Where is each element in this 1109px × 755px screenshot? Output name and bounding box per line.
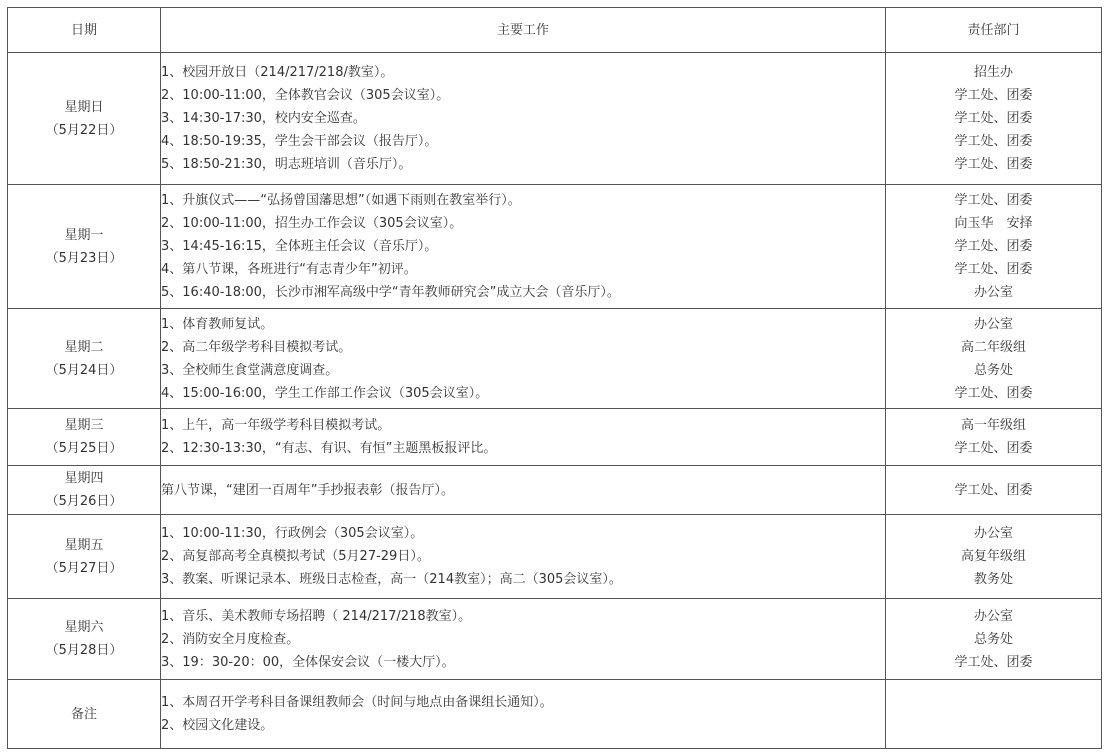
work-cell [161, 409, 886, 466]
work-item: 3、19：30-20：00，全体保安会议（一楼大厅）。 [161, 654, 455, 670]
date-cell [8, 185, 161, 309]
work-item: 2、校园文化建设。 [161, 718, 274, 733]
schedule-row [8, 309, 1102, 409]
dept-item: 学工处、团委 [954, 134, 1033, 149]
work-cell [161, 515, 886, 599]
work-cell [161, 599, 886, 680]
dept-item: 办公室 [973, 285, 1013, 300]
date-cell [8, 515, 161, 599]
work-item: 3、全校师生食堂满意度调查。 [161, 362, 339, 378]
schedule-row [8, 515, 1102, 599]
date-cell [8, 599, 161, 680]
dept-item: 教务处 [973, 572, 1013, 587]
dept-item: 招生办 [973, 65, 1013, 80]
work-item: 3、教案、听课记录本、班级日志检查，高一（214教室）；高二（305会议室）。 [161, 572, 622, 587]
work-item: 2、12:30-13:30，“有志、有识、有恒”主题黑板报评比。 [161, 441, 497, 456]
dept-item: 总务处 [973, 631, 1013, 647]
day-label: 星期四 [64, 471, 104, 486]
schedule-row [8, 409, 1102, 466]
work-item: 第八节课，“建团一百周年”手抄报表彰（报告厅）。 [161, 482, 454, 498]
dept-cell [886, 599, 1102, 680]
day-label: 备注 [70, 706, 97, 722]
work-item: 2、10:00-11:00，招生办工作会议（305会议室）。 [161, 216, 463, 231]
work-item: 1、体育教师复试。 [161, 316, 274, 332]
dept-item: 总务处 [973, 362, 1013, 378]
dept-item: 高一年级组 [960, 418, 1026, 433]
day-label: 星期六 [64, 620, 104, 635]
work-item: 4、18:50-19:35，学生会干部会议（报告厅）。 [161, 134, 438, 149]
dept-cell [886, 515, 1102, 599]
dept-cell [886, 680, 1102, 749]
date-cell [8, 309, 161, 409]
date-label: （5月24日） [45, 362, 123, 378]
dept-item: 学工处、团委 [954, 239, 1033, 254]
work-item: 1、本周召开学考科目备课组教师会（时间与地点由备课组长通知）。 [161, 695, 553, 710]
dept-item: 办公室 [973, 526, 1013, 541]
dept-item: 学工处、团委 [954, 157, 1033, 172]
dept-item: 学工处、团委 [954, 654, 1033, 670]
work-item: 1、上午，高一年级学考科目模拟考试。 [161, 418, 391, 433]
day-label: 星期五 [64, 537, 104, 553]
day-label: 星期一 [64, 227, 104, 243]
work-item: 1、音乐、美术教师专场招聘（ 214/217/218教室）。 [161, 608, 472, 624]
date-label: （5月22日） [45, 122, 123, 138]
dept-item: 向玉华 安择 [954, 216, 1033, 231]
work-item: 2、高复部高考全真模拟考试（5月27-29日）。 [161, 549, 430, 564]
header-dept: 责任部门 [886, 8, 1102, 53]
work-cell [161, 53, 886, 185]
date-label: （5月23日） [45, 250, 123, 266]
work-cell [161, 466, 886, 515]
work-item: 2、高二年级学考科目模拟考试。 [161, 339, 352, 355]
header-work: 主要工作 [161, 8, 886, 53]
date-label: （5月28日） [45, 643, 123, 658]
header-date: 日期 [8, 8, 161, 53]
dept-cell [886, 53, 1102, 185]
dept-cell [886, 409, 1102, 466]
dept-cell [886, 466, 1102, 515]
work-item: 2、消防安全月度检查。 [161, 631, 300, 647]
work-item: 4、第八节课，各班进行“有志青少年”初评。 [161, 262, 417, 277]
date-label: （5月26日） [45, 494, 123, 509]
dept-item: 办公室 [973, 608, 1013, 624]
work-item: 2、10:00-11:00，全体教官会议（305会议室）。 [161, 88, 450, 103]
date-cell [8, 409, 161, 466]
work-item: 5、18:50-21:30，明志班培训（音乐厅）。 [161, 157, 412, 172]
dept-item: 学工处、团委 [954, 441, 1033, 456]
date-cell [8, 466, 161, 515]
header-row [8, 8, 1102, 53]
dept-item: 学工处、团委 [954, 193, 1033, 208]
schedule-body [8, 53, 1102, 749]
work-cell [161, 309, 886, 409]
dept-item: 高二年级组 [960, 339, 1026, 355]
schedule-row [8, 466, 1102, 515]
day-label: 星期三 [64, 418, 104, 433]
dept-item: 高复年级组 [960, 549, 1026, 564]
dept-cell [886, 309, 1102, 409]
schedule-row [8, 680, 1102, 749]
date-cell [8, 53, 161, 185]
schedule-row [8, 185, 1102, 309]
dept-item: 学工处、团委 [954, 385, 1033, 401]
dept-item: 学工处、团委 [954, 88, 1033, 103]
work-item: 3、14:30-17:30，校内安全巡查。 [161, 111, 366, 126]
work-item: 3、14:45-16:15，全体班主任会议（音乐厅）。 [161, 239, 438, 254]
work-item: 1、升旗仪式——“弘扬曾国藩思想”（如遇下雨则在教室举行）。 [161, 193, 521, 208]
work-cell [161, 185, 886, 309]
day-label: 星期日 [64, 99, 104, 115]
dept-cell [886, 185, 1102, 309]
date-cell [8, 680, 161, 749]
schedule-row [8, 53, 1102, 185]
work-item: 1、10:00-11:30，行政例会（305会议室）。 [161, 526, 424, 541]
date-label: （5月25日） [45, 441, 123, 456]
weekly-schedule-table [7, 7, 1102, 749]
work-item: 4、15:00-16:00，学生工作部工作会议（305会议室）。 [161, 385, 489, 401]
work-cell [161, 680, 886, 749]
schedule-row [8, 599, 1102, 680]
date-label: （5月27日） [45, 560, 123, 576]
work-item: 5、16:40-18:00，长沙市湘军高级中学“青年教师研究会”成立大会（音乐厅）。 [161, 285, 620, 300]
dept-item: 办公室 [973, 316, 1013, 332]
work-item: 1、校园开放日（214/217/218/教室）。 [161, 65, 394, 80]
dept-item: 学工处、团委 [954, 482, 1033, 498]
dept-item: 学工处、团委 [954, 262, 1033, 277]
dept-item: 学工处、团委 [954, 111, 1033, 126]
day-label: 星期二 [64, 339, 104, 355]
